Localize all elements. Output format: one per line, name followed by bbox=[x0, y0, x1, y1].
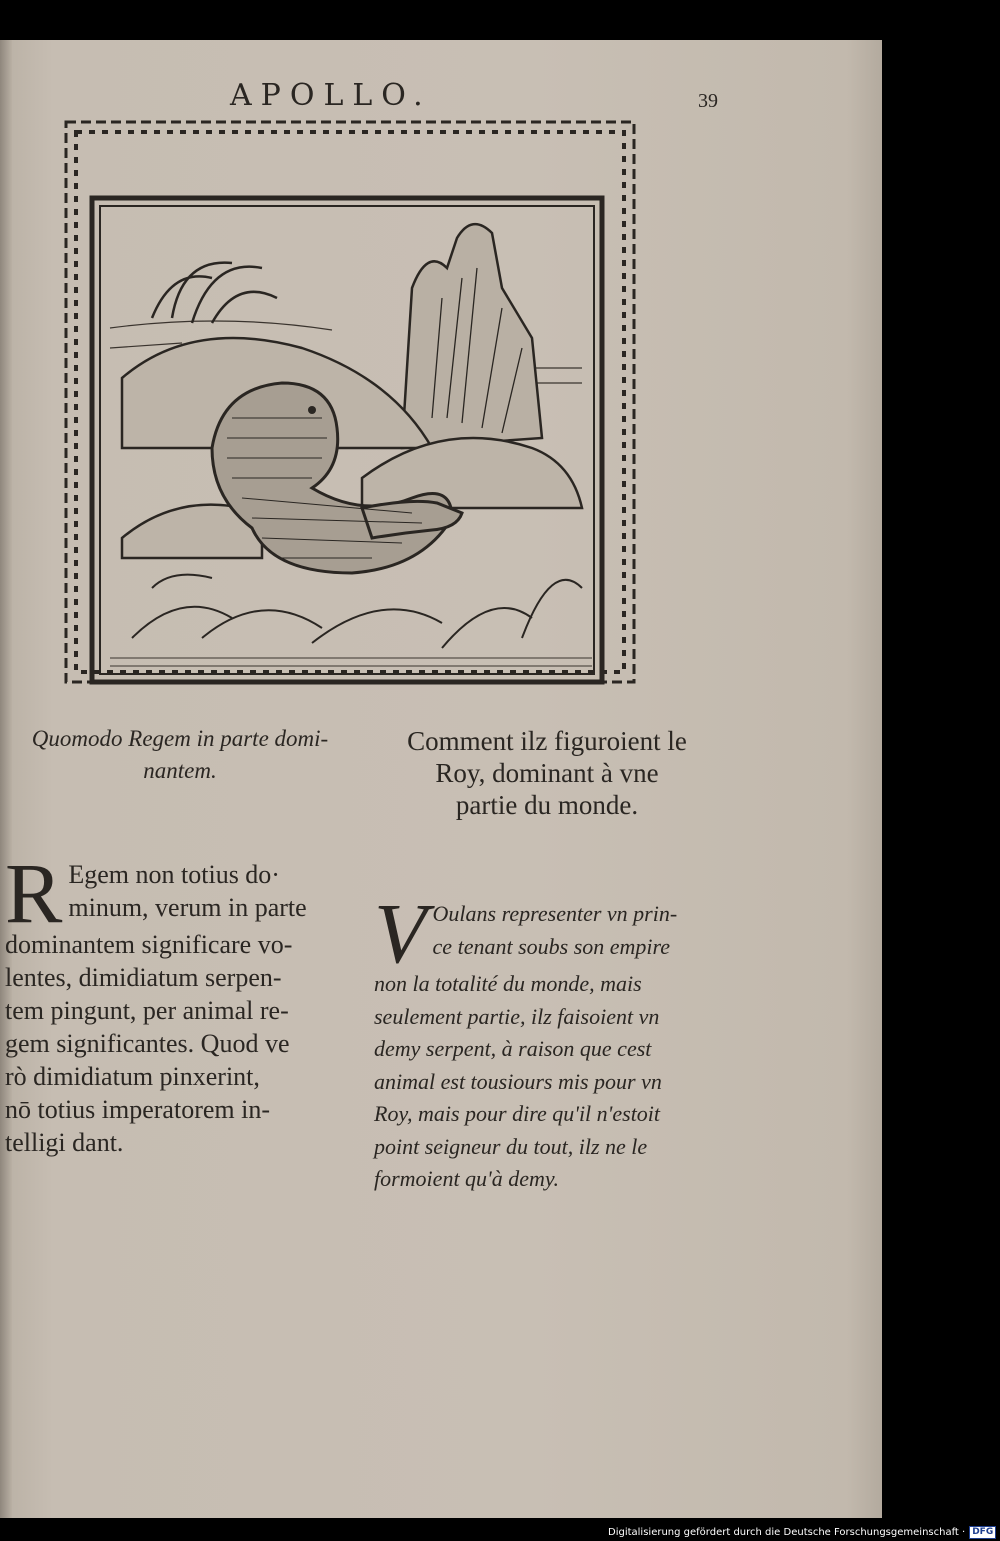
french-column bbox=[372, 725, 722, 821]
french-line: point seigneur du tout, ilz ne le bbox=[374, 1133, 648, 1159]
french-heading-line: Roy, dominant à vne bbox=[435, 758, 659, 788]
french-line: ce tenant soubs son empire bbox=[432, 933, 671, 959]
french-heading-line: Comment ilz figuroient le bbox=[407, 726, 687, 756]
french-line: animal est tousiours mis pour vn bbox=[374, 1068, 662, 1094]
latin-line: nō totius imperatorem in- bbox=[5, 1095, 271, 1124]
french-heading bbox=[372, 725, 722, 821]
credit-text: Digitalisierung gefördert durch die Deutsche Forschungsgemeinschaft · bbox=[608, 1526, 966, 1538]
digitization-credit bbox=[608, 1524, 996, 1540]
french-heading-line: partie du monde. bbox=[455, 790, 639, 820]
latin-heading bbox=[5, 723, 355, 787]
latin-heading-line: Quomodo Regem in parte domi- bbox=[31, 726, 329, 751]
latin-heading-line: nantem. bbox=[143, 758, 217, 783]
page-number: 39 bbox=[698, 90, 718, 112]
latin-line: lentes, dimidiatum serpen- bbox=[5, 963, 282, 992]
french-line: demy serpent, à raison que cest bbox=[374, 1036, 652, 1061]
running-head: APOLLO. bbox=[230, 78, 432, 113]
latin-line: dominantem significare vo- bbox=[5, 930, 293, 959]
french-line: Roy, mais pour dire qu'il n'estoit bbox=[374, 1101, 661, 1126]
french-body bbox=[374, 885, 720, 1196]
latin-column bbox=[5, 723, 355, 787]
french-line: seulement partie, ilz faisoient vn bbox=[374, 1003, 660, 1029]
book-page bbox=[0, 40, 882, 1518]
latin-line: gem significantes. Quod ve bbox=[5, 1029, 290, 1058]
woodcut-serpent-icon bbox=[62, 118, 642, 686]
french-line: non la totalité du monde, mais bbox=[374, 971, 642, 996]
latin-dropcap: R bbox=[5, 845, 63, 941]
latin-line: telligi dant. bbox=[5, 1128, 124, 1157]
latin-line: tem pingunt, per animal re- bbox=[5, 996, 289, 1025]
latin-line: Egem non totius do· bbox=[68, 860, 280, 889]
latin-body bbox=[5, 845, 353, 1159]
french-line: Oulans representer vn prin- bbox=[432, 901, 678, 926]
latin-line: rò dimidiatum pinxerint, bbox=[5, 1062, 260, 1091]
latin-line: minum, verum in parte bbox=[68, 893, 307, 922]
dfg-logo-icon: DFG bbox=[969, 1526, 996, 1539]
french-dropcap: V bbox=[374, 885, 427, 981]
french-line: formoient qu'à demy. bbox=[374, 1166, 559, 1191]
